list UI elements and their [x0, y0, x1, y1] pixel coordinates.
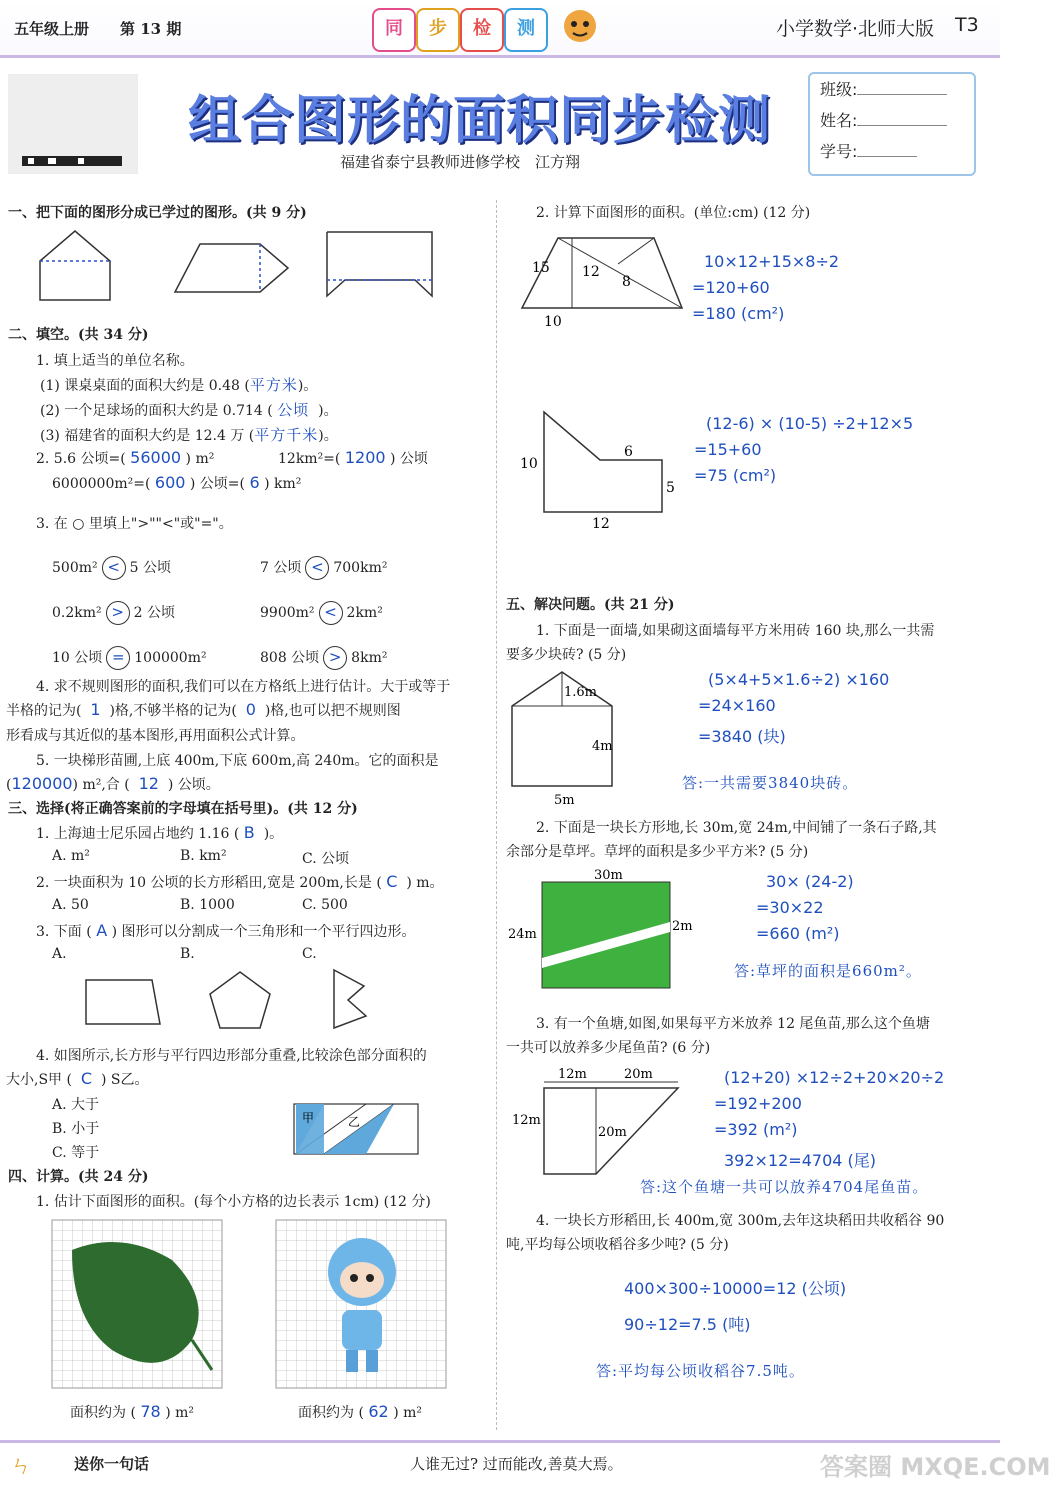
section-2-heading: 二、填空。(共 34 分)	[8, 327, 149, 343]
s5-q2-work-1: 30× (24-2)	[766, 872, 854, 891]
page-number: T3	[955, 14, 979, 36]
qr-placeholder	[8, 74, 138, 174]
student-info-box	[808, 72, 976, 176]
cmp-circle[interactable]	[323, 646, 347, 670]
answer[interactable]: 12	[138, 774, 159, 793]
cmp-circle[interactable]	[106, 601, 130, 625]
shape-flag	[334, 970, 366, 1028]
fig1-label-10: 10	[544, 314, 562, 330]
cmp-circle[interactable]	[319, 601, 343, 625]
mascot-grid-figure	[276, 1220, 448, 1390]
s2-q3: 3. 在 ○ 里填上">""<"或"="。	[36, 516, 233, 532]
s3-q4-opt-a: A. 大于	[52, 1097, 100, 1113]
cmp-right: 100000m²	[134, 650, 207, 666]
s2-q1: 1. 填上适当的单位名称。	[36, 353, 194, 369]
subject-label: 小学数学·北师大版	[776, 18, 935, 40]
cmp-left: 808 公顷	[260, 650, 320, 666]
cmp-symbol: <	[107, 558, 120, 576]
composite-figure	[512, 402, 692, 532]
s5-q3-work-4: 392×12=4704 (尾)	[724, 1151, 877, 1170]
cmp-circle[interactable]	[305, 556, 329, 580]
comparison-item	[52, 646, 207, 670]
pond-figure	[506, 1062, 696, 1182]
pond-label-left: 12m	[512, 1113, 541, 1128]
wall-label-5m: 5m	[554, 793, 575, 808]
answer[interactable]: 600	[154, 473, 186, 492]
s2-q2b: 12km²=( 1200 ) 公顷	[278, 448, 428, 467]
s5-q4-line2: 吨,平均每公顷收稻谷多少吨? (5 分)	[506, 1237, 729, 1253]
s4-q2: 2. 计算下面图形的面积。(单位:cm) (12 分)	[536, 205, 811, 221]
s2-q4-line1: 4. 求不规则图形的面积,我们可以在方格纸上进行估计。大于或等于	[36, 679, 451, 695]
answer[interactable]: C	[80, 1069, 93, 1088]
s5-q3-work-2: =192+200	[714, 1094, 802, 1113]
page-footer	[0, 1440, 1051, 1485]
answer[interactable]: 平方米	[249, 376, 298, 394]
cmp-symbol: >	[328, 648, 342, 666]
cmp-left: 500m²	[52, 560, 98, 576]
s4-answer-2: 面积约为 ( 62 ) m²	[298, 1402, 422, 1421]
section-3-heading: 三、选择(将正确答案前的字母填在括号里)。(共 12 分)	[8, 801, 358, 817]
answer[interactable]: 公顷	[277, 401, 310, 419]
section-1-shapes	[30, 226, 450, 306]
s4-answer-1: 面积约为 ( 78 ) m²	[70, 1402, 194, 1421]
pond-label-top-left: 12m	[558, 1067, 587, 1082]
section-1-heading: 一、把下面的图形分成已学过的图形。(共 9 分)	[8, 205, 307, 221]
cmp-right: 5 公顷	[129, 560, 171, 576]
cmp-symbol: <	[311, 558, 324, 576]
wall-label-height: 1.6m	[564, 685, 598, 700]
fig2-label-5: 5	[666, 480, 675, 496]
s3-q1-opt-c: C. 公顷	[302, 851, 350, 867]
cmp-symbol: <	[324, 603, 337, 621]
s3-q2-opt-c: C. 500	[302, 897, 348, 913]
s5-q2-line1: 2. 下面是一块长方形地,长 30m,宽 24m,中间铺了一条石子路,其	[536, 820, 937, 836]
s5-q3-line2: 一共可以放养多少尾鱼苗? (6 分)	[506, 1040, 711, 1056]
cmp-right: 2 公顷	[133, 605, 175, 621]
comparison-item	[260, 556, 387, 580]
answer[interactable]: 120000	[11, 774, 73, 793]
comparison-item	[52, 556, 171, 580]
answer[interactable]: 平方千米	[254, 426, 319, 444]
s2-q5-line2: (120000) m²,合 ( 12 ) 公顷。	[6, 774, 220, 793]
cmp-left: 0.2km²	[52, 605, 102, 621]
badge-3: 检	[460, 8, 504, 52]
fig1-work-2: =120+60	[692, 278, 770, 297]
badge-1: 同	[372, 8, 416, 52]
cmp-symbol: =	[111, 648, 125, 666]
bracket-icon: ㄣ	[10, 1454, 33, 1479]
s5-q1-work-1: (5×4+5×1.6÷2) ×160	[708, 670, 890, 689]
shape-notched-rect	[327, 232, 432, 296]
s5-q3-work-1: (12+20) ×12÷2+20×20÷2	[724, 1068, 945, 1087]
answer[interactable]: 1200	[344, 448, 386, 467]
fig2-label-10: 10	[520, 456, 538, 472]
cmp-right: 2km²	[346, 605, 383, 621]
badge-2: 步	[416, 8, 460, 52]
s5-q3-work-3: =392 (m²)	[714, 1120, 798, 1139]
answer[interactable]: 62	[368, 1402, 389, 1421]
fig2-work-1: (12-6) × (10-5) ÷2+12×5	[706, 414, 914, 433]
s5-q1-line1: 1. 下面是一面墙,如果砌这面墙每平方米用砖 160 块,那么一共需	[536, 623, 935, 639]
s5-q4-line1: 4. 一块长方形稻田,长 400m,宽 300m,去年这块稻田共收稻谷 90	[536, 1213, 945, 1229]
s5-q1-answer: 答:一共需要3840块砖。	[682, 774, 859, 792]
s3-q4-figure	[284, 1096, 424, 1162]
s5-q2-answer: 答:草坪的面积是660m²。	[734, 962, 922, 980]
badge-4: 测	[504, 8, 548, 52]
s3-q2: 2. 一块面积为 10 公顷的长方形稻田,宽是 200m,长是 ( C ) m。	[36, 872, 444, 891]
s2-q4-line2: 半格的记为( 1 )格,不够半格的记为( 0 )格,也可以把不规则图	[6, 700, 401, 719]
cmp-symbol: >	[111, 603, 124, 621]
answer[interactable]: B	[243, 823, 255, 842]
wall-label-4m: 4m	[592, 739, 613, 754]
fig1-label-8: 8	[622, 274, 631, 290]
cmp-right: 8km²	[351, 650, 388, 666]
answer[interactable]: 56000	[130, 448, 182, 467]
label-jia: 甲	[302, 1111, 315, 1125]
s2-q2c: 6000000m²=( 600 ) 公顷=( 6 ) km²	[52, 473, 302, 492]
s5-q3-answer: 答:这个鱼塘一共可以放养4704尾鱼苗。	[640, 1178, 929, 1196]
cmp-left: 9900m²	[260, 605, 315, 621]
comparison-item	[260, 601, 383, 625]
s5-q4-answer: 答:平均每公顷收稻谷7.5吨。	[596, 1362, 805, 1380]
answer[interactable]: 78	[140, 1402, 161, 1421]
s5-q1-work-3: =3840 (块)	[698, 727, 786, 746]
s2-q1c: (3) 福建省的面积大约是 12.4 万 (平方千米)。	[40, 426, 338, 444]
cmp-circle[interactable]	[106, 646, 130, 670]
section-4-heading: 四、计算。(共 24 分)	[8, 1169, 149, 1185]
answer[interactable]: 0	[245, 700, 256, 719]
s3-q4-line2: 大小,S甲 ( C ) S乙。	[6, 1069, 149, 1088]
s3-q1: 1. 上海迪士尼乐园占地约 1.16 ( B )。	[36, 823, 284, 842]
column-divider	[496, 200, 497, 1430]
cmp-circle[interactable]	[102, 556, 126, 580]
s3-q1-opt-a: A. m²	[52, 848, 90, 864]
pond-label-height: 20m	[598, 1125, 627, 1140]
name-field[interactable]: 姓名:	[810, 105, 974, 136]
qr-code-icon	[8, 74, 138, 174]
shape-pentagon	[210, 972, 270, 1028]
section-5-heading: 五、解决问题。(共 21 分)	[506, 597, 675, 613]
lawn-figure	[506, 866, 706, 996]
shape-house	[40, 231, 110, 300]
s5-q4-work-2: 90÷12=7.5 (吨)	[624, 1315, 751, 1334]
page-title: 组合图形的面积同步检测	[188, 91, 772, 151]
s2-q1b: (2) 一个足球场的面积大约是 0.714 ( 公顷 )。	[40, 401, 338, 419]
s3-q4-opt-b: B. 小于	[52, 1121, 100, 1137]
comparison-item	[260, 646, 387, 670]
s5-q1-line2: 要多少块砖? (5 分)	[506, 647, 627, 663]
s5-q2-work-2: =30×22	[756, 898, 824, 917]
lawn-label-2m: 2m	[672, 919, 693, 934]
s5-q3-line1: 3. 有一个鱼塘,如图,如果每平方米放养 12 尾鱼苗,那么这个鱼塘	[536, 1016, 930, 1032]
s3-q3: 3. 下面 ( A ) 图形可以分割成一个三角形和一个平行四边形。	[36, 921, 416, 940]
footer-quote: 人谁无过? 过而能改,善莫大焉。	[410, 1455, 623, 1473]
answer[interactable]: 1	[90, 700, 101, 719]
s3-q1-opt-b: B. km²	[180, 848, 227, 864]
fig2-work-3: =75 (cm²)	[694, 466, 777, 485]
fig2-label-12: 12	[592, 516, 610, 532]
s3-q3-opt-a: A.	[52, 946, 67, 962]
fig2-work-2: =15+60	[694, 440, 762, 459]
s4-q1: 1. 估计下面图形的面积。(每个小方格的边长表示 1cm) (12 分)	[36, 1194, 431, 1210]
footer-label: 送你一句话	[74, 1455, 150, 1473]
trapezoid-figure	[512, 226, 692, 332]
cmp-right: 700km²	[333, 560, 388, 576]
s3-q3-opt-c: C.	[302, 946, 317, 962]
pond-label-top-right: 20m	[624, 1067, 653, 1082]
wall-figure	[506, 668, 626, 808]
fig1-label-12: 12	[582, 264, 600, 280]
answer[interactable]: C	[386, 872, 398, 891]
label-yi: 乙	[348, 1115, 361, 1129]
s3-q4-line1: 4. 如图所示,长方形与平行四边形部分重叠,比较涂色部分面积的	[36, 1048, 427, 1064]
id-field[interactable]: 学号:	[810, 136, 974, 167]
grade-label: 五年级上册	[14, 20, 90, 38]
s5-q2-line2: 余部分是草坪。草坪的面积是多少平方米? (5 分)	[506, 844, 809, 860]
shape-trapezoid	[86, 980, 160, 1024]
class-field[interactable]: 班级:	[810, 74, 974, 105]
s5-q2-work-3: =660 (m²)	[756, 924, 840, 943]
fig1-work-3: =180 (cm²)	[692, 304, 785, 323]
s5-q4-work-1: 400×300÷10000=12 (公顷)	[624, 1279, 847, 1298]
s2-q2a: 2. 5.6 公顷=( 56000 ) m²	[36, 448, 215, 467]
watermark: 答案圈 MXQE.COM	[820, 1453, 1051, 1481]
lawn-label-30m: 30m	[594, 868, 623, 883]
page-header	[0, 0, 1000, 58]
s2-q5-line1: 5. 一块梯形苗圃,上底 400m,下底 600m,高 240m。它的面积是	[36, 753, 439, 769]
issue-label: 第 13 期	[120, 20, 182, 38]
answer[interactable]: 6	[249, 473, 260, 492]
s3-q2-opt-a: A. 50	[52, 897, 89, 913]
s3-q3-shapes	[80, 966, 380, 1032]
s3-q3-opt-b: B.	[180, 946, 195, 962]
cmp-left: 7 公顷	[260, 560, 302, 576]
fig2-label-6: 6	[624, 444, 633, 460]
comparison-item	[52, 601, 175, 625]
s3-q2-opt-b: B. 1000	[180, 897, 235, 913]
fig1-label-15: 15	[532, 260, 550, 276]
cmp-left: 10 公顷	[52, 650, 103, 666]
answer[interactable]: A	[96, 921, 108, 940]
s2-q4-line3: 形看成与其近似的基本图形,再用面积公式计算。	[6, 728, 305, 744]
s3-q4-opt-c: C. 等于	[52, 1145, 100, 1161]
leaf-grid-figure	[52, 1220, 224, 1390]
lawn-label-24m: 24m	[508, 927, 537, 942]
mascot-icon	[555, 4, 605, 52]
shape-pentagon	[175, 244, 288, 292]
s5-q1-work-2: =24×160	[698, 696, 776, 715]
s2-q1a: (1) 课桌桌面的面积大约是 0.48 (平方米)。	[40, 376, 318, 394]
fig1-work-1: 10×12+15×8÷2	[704, 252, 840, 271]
author-line: 福建省泰宁县教师进修学校 江方翔	[340, 153, 581, 171]
